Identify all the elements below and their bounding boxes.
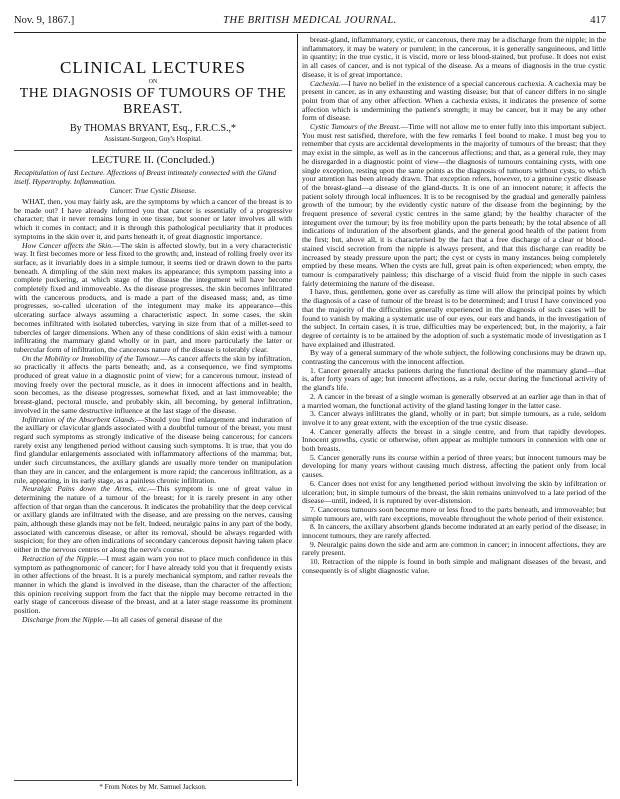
paragraph [302, 288, 606, 349]
running-head [14, 12, 606, 33]
paragraph [14, 555, 292, 616]
paragraph-text: —As cancer affects the skin by infiltration, so practically it affects the parts beneath; and, as a consequence, we find symptoms produced of great value in a diagnostic point of view; for a cancerous tumour, instead of moving freely over the pectoral muscle, as it does in innocent affections and in health, soon becomes, as the disease progresses, somewhat fixed, and at last immoveable; the breast-gland, pectoral muscle, and probably skin, all becoming, by general infiltration, involved in the same destructive influence at the last stage of the disease. [14, 353, 292, 415]
article-title-block [14, 58, 292, 151]
article-subtitle-line-1: THE DIAGNOSIS OF TUMOURS OF THE [19, 86, 287, 101]
recap-lead: Recapitulation of last Lecture. [14, 168, 105, 177]
paragraph-heading: How Cancer affects the Skin. [22, 240, 113, 250]
paragraph [14, 616, 292, 625]
paragraph [302, 349, 606, 366]
paragraph [302, 480, 606, 506]
left-column [14, 36, 292, 792]
paragraph [302, 36, 606, 80]
title-on: ON [148, 79, 158, 85]
right-body-text [302, 36, 606, 576]
paragraph-text: 10. Retraction of the nipple is found in both simple and malignant diseases of the breast, and consequently is of slight diagnostic value. [302, 557, 606, 575]
paragraph [14, 242, 292, 355]
paragraph-text: WHAT, then, you may fairly ask, are the symptoms by which a cancer of the breast is to be made out? I have already informed you that cancer is essentially of a progressive character; that it never remains long in one tissue, but sooner or later involves all with which it comes in contact; and it is through this pathological peculiarity that it produces symptoms in the skin over it, and parts beneath it, of great diagnostic importance. [14, 197, 292, 241]
paragraph-heading: Cystic Tumours of the Breast. [310, 122, 401, 132]
paragraph [302, 506, 606, 523]
paragraph [302, 454, 606, 480]
article-title: CLINICAL LECTURES [60, 58, 246, 77]
paragraph-text: —I have no belief in the existence of a special cancerous cachexia. A cachexia may be present in cancer, as in any exhausting and wasting disease; but that of cancer differs in no single point from that of any other affection. When a cachexia exists, it indicates the presence of some affection which is undermining the patient's strength; it may be cancer, but it may be any other form of disease. [302, 78, 606, 123]
author: By THOMAS BRYANT, Esq., F.R.C.S.,* [69, 123, 237, 134]
paragraph [14, 485, 292, 555]
paragraph-text: —This symptom is one of great value in determining the nature of a tumour of the breast; for it is rarely present in any other affection of that organ than the cancerous. It indicates the probability that the deep cervical or axillary glands are infiltrated with the disease, and are pressing on the nerves, causing pain, although these glands may not be felt. Indeed, neuralgic pains in any part of the body, associated with cancerous disease, or after its removal, should be always regarded with suspicion; for they are often indications of secondary cancerous deposit having taken place either in the nervous centres or along the nerve's course. [14, 484, 292, 555]
recap-text: Affections of Breast intimately connected with the Gland itself. Hypertrophy. Inflammation. [14, 168, 277, 186]
paragraph [302, 410, 606, 427]
paragraph-text: By way of a general summary of the whole subject, the following conclusions may be drawn up, contrasting the cancerous with the innocent affection. [302, 348, 606, 367]
paragraph-text: 4. Cancer generally affects the breast in a single centre, and from that rapidly developes. Innocent growths, cystic or otherwise, often appear as multiple tumours in connexion with one or both breasts. [302, 426, 606, 454]
paragraph [302, 367, 606, 393]
paragraph-text: 2. A cancer in the breast of a single woman is generally observed at an earlier age than in that of a married woman, the functional activity of the gland lasting longer in the latter case. [302, 391, 606, 410]
paragraph [302, 428, 606, 454]
paragraph [14, 416, 292, 486]
paragraph-text: 9. Neuralgic pains down the side and arm are common in cancer; in innocent affections, they are rarely present. [302, 539, 606, 558]
article-subtitle-line-2: BREAST. [123, 102, 183, 117]
paragraph-heading: Discharge from the Nipple. [22, 614, 105, 624]
paragraph [302, 523, 606, 540]
recapitulation [14, 168, 292, 195]
right-column [302, 36, 606, 796]
affiliation: Assistant-Surgeon, Guy's Hospital. [104, 135, 202, 143]
paragraph-text: breast-gland, inflammatory, cystic, or cancerous, there may be a discharge from the nipple; in the inflammatory, it may be watery or purulent; in the cancerous, it is generally sanguineous, and little in quantity; in the true cystic, it is viscid, more or less blood-stained, but profuse. It does not exist in all cases of cancer, and is not typical of the disease. As a means of diagnosis in the true cystic disease, it is of great importance. [302, 36, 606, 79]
paragraph-text: 8. In cancers, the axillary absorbent glands become indurated at an early period of the disease; in innocent tumours, they are rarely affected. [302, 522, 606, 541]
paragraph [302, 558, 606, 575]
paragraph [302, 541, 606, 558]
recap-line-2: Cancer. True Cystic Disease. [109, 186, 197, 195]
paragraph-text: —I must again warn you not to place much confidence in this symptom as pathognomonic of cancer; for I have already told you that it frequently exists in other affections of the breast. It is a purely mechanical symptom, and rather reveals the manner in which the gland is involved in the disease, than the character of the affection; this opinion receiving support from the fact that the nipple may become retracted in the early stage of cancerous disease of the breast, and at a later stage reassume its prominent position. [14, 553, 292, 616]
paragraph [302, 80, 606, 124]
paragraph [302, 393, 606, 410]
paragraph-text: 7. Cancerous tumours soon become more or less fixed to the parts beneath, and immoveable; but simple tumours are, with rare exceptions, moveable throughout the whole period of their existence. [302, 504, 606, 523]
paragraph-text: —Time will not allow me to enter fully into this important subject. You must rest satisfied, therefore, with the few remarks I feel bound to make. I must beg you to remember that cysts are accidental developments in the majority of tumours of the breast; that they may exist in the simple, as well as in the cancerous affections; and that, as a general rule, they may be disregarded in a diagnostic point of view—the diagnosis of tumours containing cysts, with one single exception, resting upon the same points as the diagnosis of tumours without cysts, to which your attention has been already drawn. That exception refers, however, to a genuine cystic disease of the breast-gland—a disease of the gland-ducts. It is one of an innocent nature; it affects the patient solely through local influences. It is to be recognised by the gradual and generally painless growth of the tumour; by the evidently cystic nature of the disease from the beginning; by the frequent presence of several cystic centres in the same gland; by the healthy character of the integument over the tumour; by its free mobility upon the parts beneath; by the total absence of all indications of induration of the absorbent glands, and the general good health of the patient from the first; but, above all, it is characterised by the fact that a free discharge of a clear or blood-stained viscid secretion from the nipple is always present, and that this discharge can readily be increased by steady pressure upon the part; the cyst or cysts in many instances being completely emptied by these means. When the cysts are full, great pain is often experienced; when empty, the tumour is comparatively painless; this discharge of a viscid fluid from the nipple in such cases fairly determining the nature of the disease. [302, 122, 606, 288]
paragraph-heading: Retraction of the Nipple. [22, 553, 99, 563]
left-body-text [14, 198, 292, 624]
column-divider [297, 34, 298, 786]
paragraph-text: 5. Cancer generally runs its course within a period of three years; but innocent tumours may be developing for many years without causing much distress, affecting the patient only from local causes. [302, 452, 606, 480]
paragraph-heading: Cachexia. [310, 78, 341, 88]
paragraph [302, 123, 606, 288]
paragraph-text: 6. Cancer does not exist for any lengthened period without involving the skin by infiltration or ulceration; but, in simple tumours of the breast, the skin remains uninvolved to a late period of the disease—until, indeed, it is ruptured by over-distension. [302, 478, 606, 506]
paragraph-heading: On the Mobility or Immobility of the Tumour. [22, 353, 160, 363]
page-number: 417 [590, 15, 606, 26]
paragraph-text: —The skin is affected slowly, but in a very characteristic way. It first becomes more or less fixed to the growth; and, instead of rolling freely over its surface, as it invariably does in a simple tumour, it seems tied or drawn down to the parts beneath. A dimpling of the skin next makes its appearance; this symptom passing into a complete puckering, at which stage of the disease the integument will have become completely fixed and immoveable. As the disease progresses, the skin becomes infiltrated with the cancerous products, and is made a part of the diseased mass; and, as time progresses, so-called ulceration of the integument may make its appearance—this ulcerating surface always assuming a characteristic aspect. In some cases, the skin becomes infiltrated with isolated tubercles, varying in size from that of a millet-seed to tubercles of larger dimensions. When any of these conditions of skin exist with a tumour infiltrating the mammary gland wholly or in part, and more particularly the latter or tubercular form of infiltration, the cancerous nature of the disease is tolerably clear. [14, 240, 292, 354]
issue-date: Nov. 9, 1867.] [14, 15, 75, 26]
paragraph-text: —Should you find enlargement and induration of the axillary or clavicular glands associated with a doubtful tumour of the breast, you must regard such symptoms as strongly indicative of the disease being cancerous; for cancers rarely exist any lengthened period without causing such symptoms. It is true, that you do find glandular enlargements associated with inflammatory affections of the mamma; but, under such circumstances, the axillary glands are usually more tender on manipulation than they are in cancer, and the enlargement is more rapid; the cancerous infiltration, as a rule, appearing, in its early stage, as a painless chronic infiltration. [14, 414, 292, 485]
footnote: * From Notes by Mr. Samuel Jackson. [14, 780, 292, 791]
paragraph-text: —In all cases of general disease of the [104, 614, 222, 624]
paragraph-text: I have, thus, gentlemen, gone over as carefully as time will allow the principal points by which the diagnosis of a case of tumour of the breast is to be determined; and I trust I have convinced you that the majority of the difficulties generally experienced in the diagnosis of such cases will be found to vanish by making a systematic use of our eyes, our ears and hands, in the investigation of the subject. In certain cases, it is true, difficulties may be experienced; but, in the majority, a fair degree of certainty is to be attained by the adoption of such a systematic mode of investigation as I have explained and illustrated. [302, 287, 606, 349]
paragraph-heading: Infiltration of the Absorbent Glands. [22, 414, 137, 424]
paragraph-heading: Neuralgic Pains down the Arms, etc. [22, 484, 149, 494]
journal-title: THE BRITISH MEDICAL JOURNAL. [223, 15, 397, 26]
paragraph [14, 198, 292, 242]
paragraph-text: 1. Cancer generally attacks patients during the functional decline of the mammary gland—that is, after forty years of age; but innocent affections, as a rule, occur during the functional activity of the gland's life. [302, 365, 606, 393]
lecture-heading: LECTURE II. (Concluded.) [91, 154, 215, 166]
paragraph [14, 355, 292, 416]
paragraph-text: 3. Cancer always infiltrates the gland, wholly or in part; but simple tumours, as a rule, seldom involve it to any great extent, with the exception of the true cystic disease. [302, 409, 606, 427]
